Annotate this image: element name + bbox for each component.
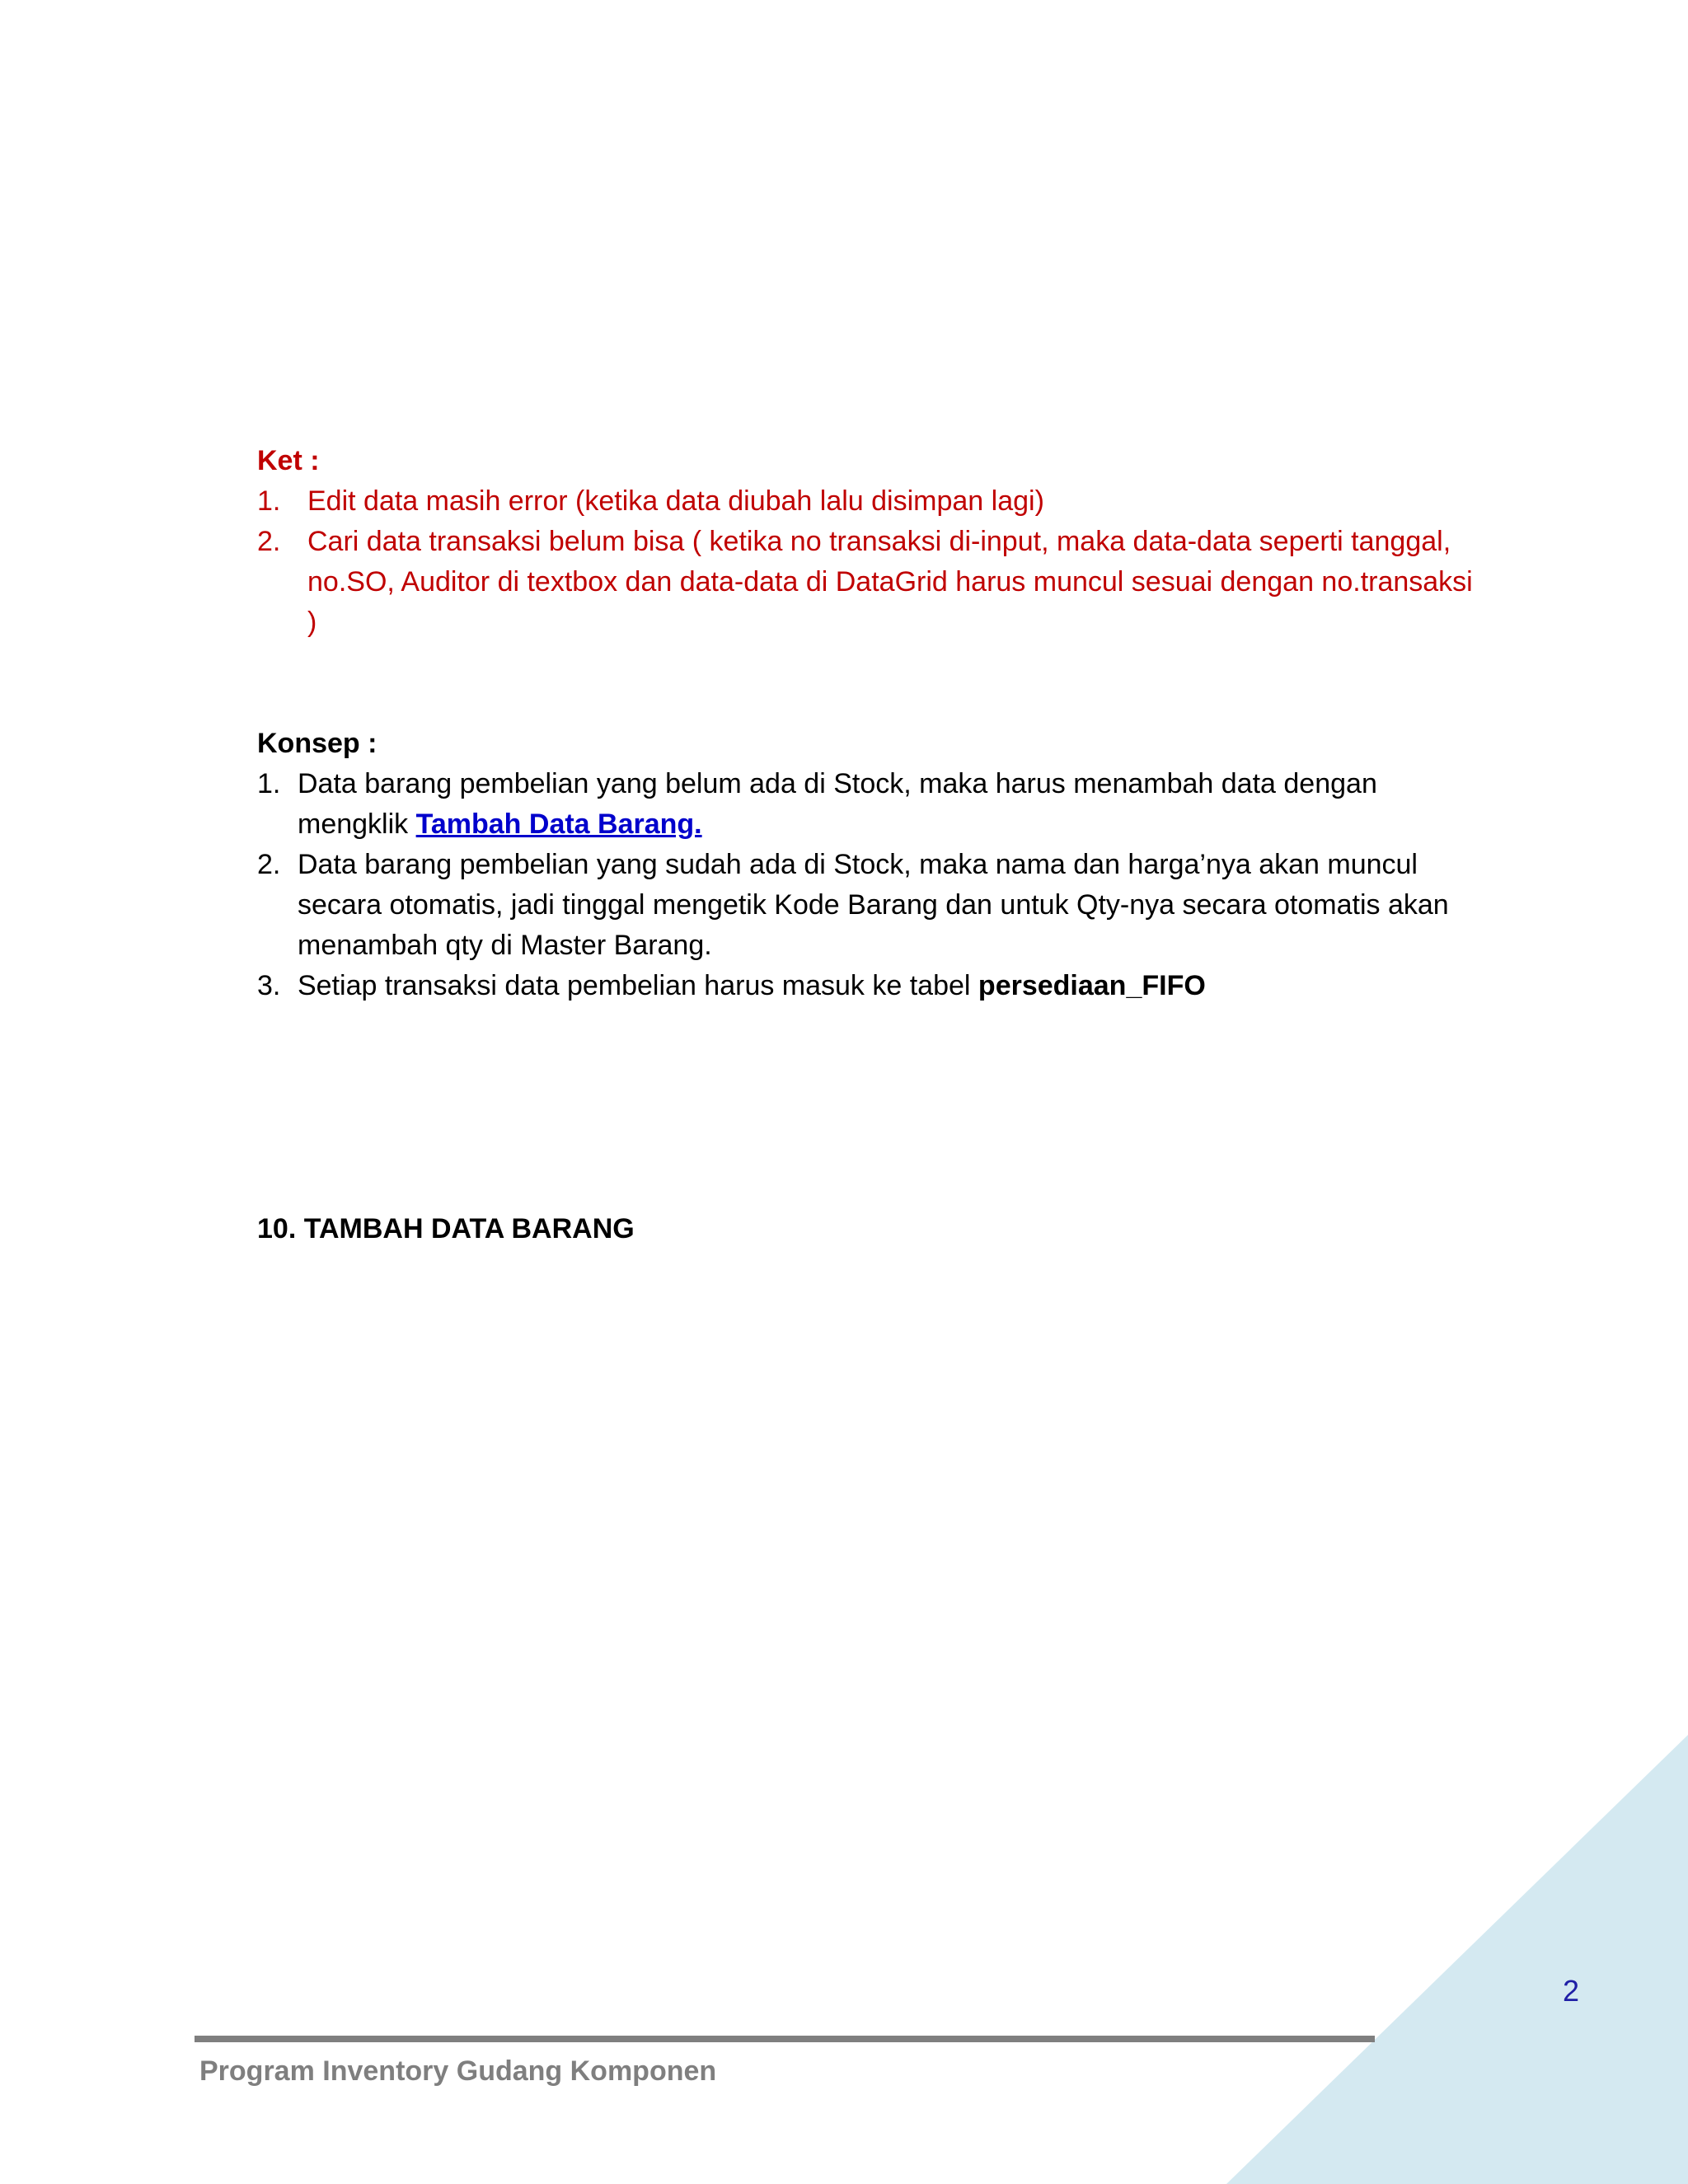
- list-number: 3.: [257, 970, 281, 1001]
- list-item-text: Edit data masih error (ketika data diubah lalu disimpan lagi): [307, 485, 1044, 517]
- konsep-section: [257, 724, 1477, 1006]
- list-item-text: Cari data transaksi belum bisa ( ketika no transaksi di-input, maka data-data seperti tanggal, no.SO, Auditor di textbox dan data-data di DataGrid harus muncul sesuai dengan no.transaksi ): [307, 526, 1473, 638]
- list-item: [257, 522, 1477, 643]
- list-number: 1.: [257, 485, 281, 517]
- list-item: [257, 481, 1477, 522]
- corner-decoration: [1226, 1735, 1688, 2184]
- section-10-heading: 10. TAMBAH DATA BARANG: [257, 1213, 635, 1244]
- konsep-heading: Konsep :: [257, 728, 377, 759]
- page-number: 2: [1563, 1974, 1580, 2008]
- ket-list: [257, 481, 1477, 643]
- footer-title: Program Inventory Gudang Komponen: [199, 2055, 717, 2087]
- list-item-text: Setiap transaksi data pembelian harus masuk ke tabel: [298, 970, 978, 1001]
- list-item-text: Data barang pembelian yang sudah ada di Stock, maka nama dan harga’nya akan muncul secara otomatis, jadi tinggal mengetik Kode Barang dan untuk Qty-nya secara otomatis akan menambah qty di Master Barang.: [298, 849, 1449, 961]
- list-number: 2.: [257, 526, 281, 557]
- list-item: [257, 845, 1477, 966]
- list-item: [257, 966, 1477, 1006]
- list-item: [257, 764, 1477, 845]
- ket-heading: Ket :: [257, 445, 320, 476]
- footer-divider: [195, 2036, 1375, 2042]
- tambah-data-barang-link[interactable]: Tambah Data Barang.: [415, 808, 702, 840]
- section-10: [257, 1209, 1477, 1249]
- ket-section: [257, 441, 1477, 643]
- list-number: 2.: [257, 849, 281, 880]
- list-number: 1.: [257, 768, 281, 799]
- table-name-bold: persediaan_FIFO: [978, 970, 1206, 1001]
- konsep-list: [257, 764, 1477, 1006]
- list-item-text: Data barang pembelian yang belum ada di Stock, maka harus menambah data dengan mengklik: [298, 768, 1377, 840]
